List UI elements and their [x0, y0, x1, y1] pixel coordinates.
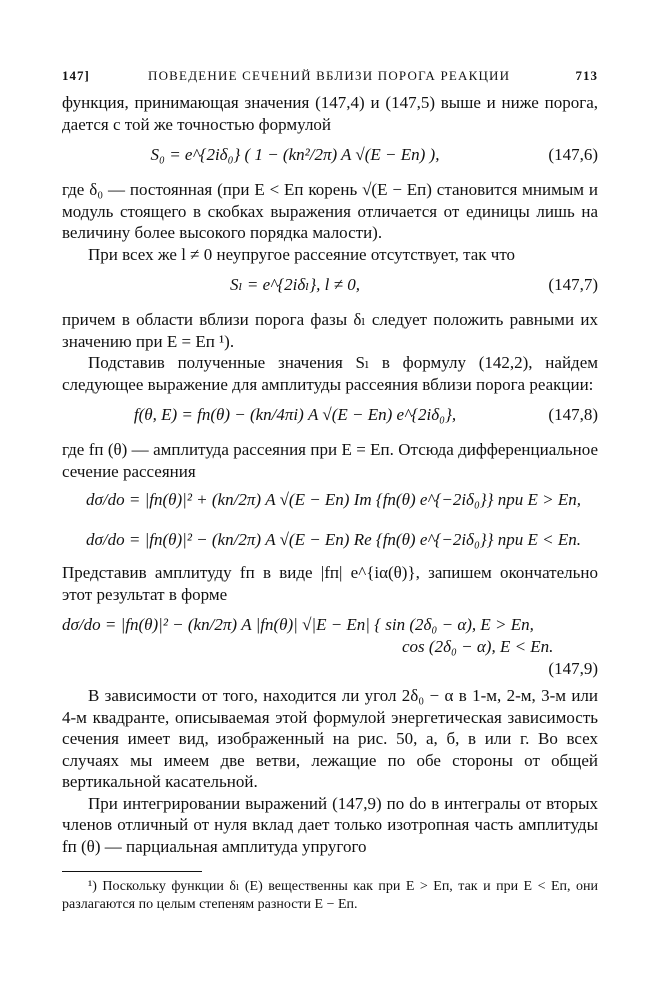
running-header	[62, 64, 598, 92]
paragraph-2: где δ₀ — постоянная (при E < Eп корень √(E − Eп) становится мнимым и модуль стоящего в скобках выражения отличается от единицы лишь на величину более высокого порядка малости).	[62, 180, 598, 242]
equation-number: (147,6)	[548, 145, 598, 164]
paragraph-8: В зависимости от того, находится ли угол 2δ₀ − α в 1-м, 2-м, 3-м или 4-м квадранте, описываемая этой формулой энергетическая зависимость сечения имеет вид, изображенный на рис. 50, а, б, в или г. Во всех случаях мы имеем две ветви, лежащие по обе стороны от общей вертикальной касательной.	[62, 686, 598, 791]
paragraph-3: При всех же l ≠ 0 неупругое рассеяние отсутствует, так что	[88, 244, 516, 264]
section-number: 147]	[62, 68, 90, 83]
footnote: ¹) Поскольку функции δₗ (E) вещественны как при E > Eп, так и при E < Eп, они разлагаются по целым степеням разности E − Eп.	[62, 879, 598, 912]
paragraph-6: где fп (θ) — амплитуда рассеяния при E = Eп. Отсюда дифференциальное сечение рассеяния	[62, 440, 598, 481]
equation-line-2: cos (2δ₀ − α), E < Eп.	[402, 637, 554, 656]
paragraph-7: Представив амплитуду fп в виде |fп| e^{iα(θ)}, запишем окончательно этот результат в форме	[62, 563, 598, 604]
equation-cross-section-above	[62, 482, 598, 522]
equation-147-7	[62, 265, 598, 309]
footnote-rule	[62, 871, 202, 872]
paragraph-5: Подставив полученные значения Sₗ в формулу (142,2), найдем следующее выражение для амплитуды рассеяния вблизи порога реакции:	[62, 353, 598, 394]
paragraph-9: При интегрировании выражений (147,9) по do в интегралы от вторых членов отличный от нуля вклад дает только изотропная часть амплитуды fп (θ) — парциальная амплитуда упругого	[62, 793, 598, 856]
equation-body: Sₗ = e^{2iδₗ}, l ≠ 0,	[230, 275, 360, 294]
equation-cross-section-below	[62, 522, 598, 562]
equation-number: (147,8)	[548, 405, 598, 424]
equation-body: f(θ, E) = fп(θ) − (kп/4πi) A √(E − Eп) e^{2iδ₀},	[133, 405, 457, 424]
equation-147-8	[62, 395, 598, 439]
paragraph-1: функция, принимающая значения (147,4) и (147,5) выше и ниже порога, дается с той же точностью формулой	[62, 93, 598, 134]
equation-number: (147,7)	[548, 275, 598, 294]
equation-body: dσ/do = |fп(θ)|² − (kп/2π) A √(E − Eп) Re {fп(θ) e^{−2iδ₀}} при E < Eп.	[86, 530, 581, 549]
equation-body: dσ/do = |fп(θ)|² + (kп/2π) A √(E − Eп) Im {fп(θ) e^{−2iδ₀}} при E > Eп,	[86, 490, 581, 509]
equation-147-6	[62, 135, 598, 179]
page-number: 713	[575, 68, 598, 83]
equation-line-1: dσ/do = |fп(θ)|² − (kп/2π) A |fп(θ)| √|E − Eп| { sin (2δ₀ − α), E > Eп,	[62, 615, 534, 634]
equation-147-9	[62, 605, 598, 685]
equation-body: S₀ = e^{2iδ₀} ( 1 − (kп²/2π) A √(E − Eп) ),	[150, 145, 440, 164]
equation-number: (147,9)	[548, 659, 598, 678]
book-page	[62, 64, 598, 914]
paragraph-4: причем в области вблизи порога фазы δₗ следует положить равными их значению при E = Eп ¹).	[62, 310, 598, 351]
running-title: ПОВЕДЕНИЕ СЕЧЕНИЙ ВБЛИЗИ ПОРОГА РЕАКЦИИ	[148, 68, 511, 83]
